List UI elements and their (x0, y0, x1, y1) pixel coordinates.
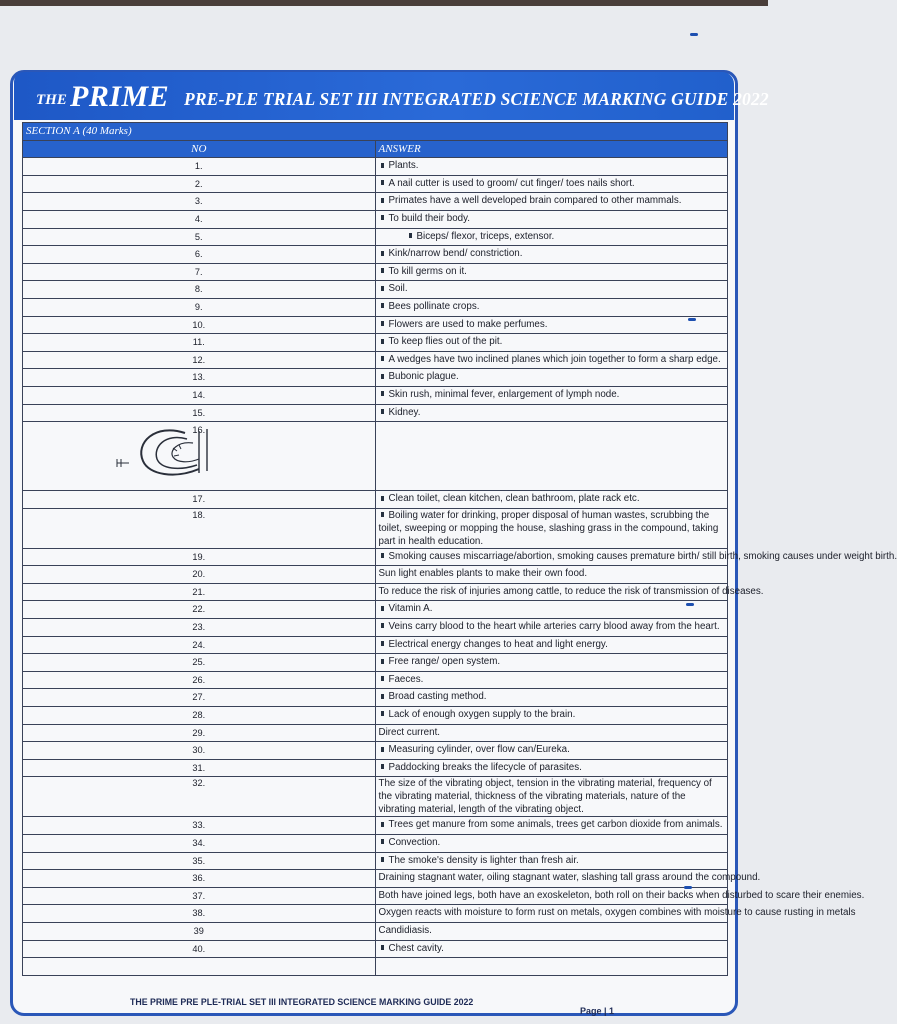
section-title: SECTION A (40 Marks) (23, 123, 728, 141)
question-number: 28. (23, 707, 376, 725)
col-no-header: NO (23, 140, 376, 158)
question-number: 38. (23, 905, 376, 923)
bullet-icon (381, 764, 384, 769)
answer-row (23, 707, 728, 725)
question-number: 13. (23, 369, 376, 387)
answer-text: Soil. (388, 283, 408, 295)
question-number: 17. (23, 491, 376, 509)
answer-row (23, 281, 728, 299)
answer-row (23, 316, 728, 334)
answer-text: Clean toilet, clean kitchen, clean bathroom, plate rack etc. (388, 493, 640, 505)
bullet-icon (381, 356, 384, 361)
answer-cell (375, 759, 728, 777)
answer-row (23, 887, 728, 905)
bullet-icon (381, 374, 384, 379)
question-number: 23. (23, 619, 376, 637)
answer-row (23, 689, 728, 707)
answer-cell (375, 940, 728, 958)
answer-text: A wedges have two inclined planes which join together to form a sharp edge. (388, 353, 721, 365)
question-number: 11. (23, 334, 376, 352)
bullet-icon (381, 659, 384, 664)
bullet-icon (381, 391, 384, 396)
answer-row (23, 654, 728, 672)
question-number: 6. (23, 246, 376, 264)
answer-cell (375, 491, 728, 509)
answer-cell (375, 548, 897, 566)
answer-cell (375, 724, 728, 742)
answer-row (23, 210, 728, 228)
blank-cell (23, 958, 376, 976)
page-number: Page | 1 (580, 1006, 615, 1016)
bullet-icon (381, 180, 384, 185)
answer-text: Smoking causes miscarriage/abortion, smoking causes premature birth/ still birth, smoking causes under weight birth. (388, 550, 897, 562)
answer-row (23, 158, 728, 176)
bullet-icon (381, 215, 384, 220)
answer-cell (375, 369, 728, 387)
answer-text: Lack of enough oxygen supply to the brain. (388, 709, 576, 721)
answer-text: A nail cutter is used to groom/ cut finger/ toes nails short. (388, 177, 635, 189)
bullet-icon (381, 676, 384, 681)
answer-row (23, 817, 728, 835)
question-number: 40. (23, 940, 376, 958)
answer-text: To kill germs on it. (388, 265, 467, 277)
question-number: 19. (23, 548, 376, 566)
answer-row (23, 619, 728, 637)
answer-text: Electrical energy changes to heat and light energy. (388, 638, 608, 650)
answer-row (23, 852, 728, 870)
answer-row (23, 671, 728, 689)
answer-row (23, 386, 728, 404)
answer-row (23, 636, 728, 654)
answer-row (23, 566, 728, 584)
question-number: 25. (23, 654, 376, 672)
question-number: 8. (23, 281, 376, 299)
answers-table (22, 122, 897, 976)
answer-cell (375, 619, 728, 637)
blank-cell (375, 958, 728, 976)
bullet-icon (381, 512, 384, 517)
banner-the: THE (36, 92, 67, 108)
bullet-icon (381, 163, 384, 168)
answer-cell (375, 777, 728, 817)
answer-cell (375, 671, 728, 689)
answer-row (23, 835, 728, 853)
answer-text: Primates have a well developed brain compared to other mammals. (388, 195, 682, 207)
answer-text: Sun light enables plants to make their own food. (378, 568, 588, 580)
bullet-icon (381, 747, 384, 752)
question-number: 3. (23, 193, 376, 211)
answer-row (23, 508, 728, 548)
ink-mark (690, 33, 698, 36)
ink-mark (684, 886, 692, 889)
answer-text: Trees get manure from some animals, trees get carbon dioxide from animals. (388, 819, 723, 831)
answer-cell (375, 905, 856, 923)
title-banner (14, 72, 769, 120)
question-number: 37. (23, 887, 376, 905)
answer-text: Both have joined legs, both have an exoskeleton, both roll on their backs when disturbed to scare their enemies. (378, 889, 865, 901)
kidney-diagram-icon (115, 425, 225, 481)
question-number: 31. (23, 759, 376, 777)
bullet-icon (381, 822, 384, 827)
answer-text: Boiling water for drinking, proper disposal of human wastes, scrubbing the toilet, sweeping or mopping the house, slashing grass in the compound, taking part in health education. (378, 509, 719, 547)
question-number: 26. (23, 671, 376, 689)
bullet-icon (381, 945, 384, 950)
question-number: 10. (23, 316, 376, 334)
answer-row (23, 742, 728, 760)
bullet-icon (409, 233, 412, 238)
bullet-icon (381, 641, 384, 646)
answer-text: The size of the vibrating object, tension in the vibrating material, frequency of the vibrating material, thickness of the vibrating materials, nature of the vibrating material, length of the vibrating object. (378, 778, 712, 816)
answer-cell (375, 508, 728, 548)
question-number: 4. (23, 210, 376, 228)
answer-text: To keep flies out of the pit. (388, 336, 503, 348)
answer-cell (375, 422, 728, 491)
banner-prime: PRIME (70, 80, 170, 113)
bullet-icon (381, 839, 384, 844)
answer-cell (375, 316, 728, 334)
bullet-icon (381, 623, 384, 628)
bullet-icon (381, 268, 384, 273)
answer-cell (375, 175, 728, 193)
answer-text: Bubonic plague. (388, 371, 459, 383)
answer-text: Draining stagnant water, oiling stagnant water, slashing tall grass around the compound. (378, 872, 761, 884)
answer-cell (375, 870, 761, 888)
answer-row (23, 759, 728, 777)
answer-row (23, 298, 728, 316)
question-number: 32. (23, 777, 376, 817)
question-number: 20. (23, 566, 376, 584)
answer-cell (375, 689, 728, 707)
answer-row (23, 940, 728, 958)
answer-text: Vitamin A. (388, 603, 433, 615)
answer-row (23, 922, 728, 940)
answer-cell (375, 193, 728, 211)
answer-cell (375, 334, 728, 352)
answer-cell (375, 298, 728, 316)
bullet-icon (381, 198, 384, 203)
answer-text: Bees pollinate crops. (388, 300, 480, 312)
question-number: 2. (23, 175, 376, 193)
ink-mark (686, 603, 694, 606)
question-number: 29. (23, 724, 376, 742)
answer-cell (375, 158, 728, 176)
answer-row (23, 491, 728, 509)
answer-cell (375, 742, 728, 760)
answer-cell (375, 583, 764, 601)
section-row (23, 123, 728, 141)
question-number: 33. (23, 817, 376, 835)
answer-cell (375, 707, 728, 725)
answer-text: Candidiasis. (378, 924, 432, 936)
answer-cell (375, 852, 728, 870)
answer-row (23, 548, 728, 566)
answer-cell (375, 601, 728, 619)
question-number: 1. (23, 158, 376, 176)
answer-text: Free range/ open system. (388, 656, 501, 668)
answer-cell (375, 654, 728, 672)
question-number: 21. (23, 583, 376, 601)
bullet-icon (381, 496, 384, 501)
question-number: 35. (23, 852, 376, 870)
answer-row (23, 193, 728, 211)
question-number: 15. (23, 404, 376, 422)
answer-text: The smoke's density is lighter than fresh air. (388, 854, 579, 866)
answer-row (23, 351, 728, 369)
question-number: 30. (23, 742, 376, 760)
answer-cell (375, 351, 728, 369)
answer-row (23, 263, 728, 281)
answer-cell (375, 263, 728, 281)
bullet-icon (381, 694, 384, 699)
answer-row (23, 601, 728, 619)
ink-mark (688, 318, 696, 321)
bullet-icon (381, 251, 384, 256)
answer-row (23, 369, 728, 387)
answer-cell (375, 835, 728, 853)
answer-text: Veins carry blood to the heart while arteries carry blood away from the heart. (388, 621, 720, 633)
question-number: 18. (23, 508, 376, 548)
question-number: 24. (23, 636, 376, 654)
footer-title: THE PRIME PRE PLE-TRIAL SET III INTEGRATED SCIENCE MARKING GUIDE 2022 (130, 997, 474, 1007)
answer-text: Convection. (388, 837, 441, 848)
answer-text: To reduce the risk of injuries among cattle, to reduce the risk of transmission of diseases. (378, 585, 764, 597)
banner-title: PRE-PLE TRIAL SET III INTEGRATED SCIENCE MARKING GUIDE 2022 (184, 89, 769, 109)
answer-row (23, 724, 728, 742)
answer-text: To build their body. (388, 212, 471, 224)
question-number: 34. (23, 835, 376, 853)
answer-cell (375, 386, 728, 404)
answer-cell (375, 246, 728, 264)
question-number: 9. (23, 298, 376, 316)
bullet-icon (381, 303, 384, 308)
blank-row (23, 958, 728, 976)
bullet-icon (381, 409, 384, 414)
question-number: 36. (23, 870, 376, 888)
bullet-icon (381, 321, 384, 326)
answer-text: Chest cavity. (388, 942, 444, 954)
answer-text: Paddocking breaks the lifecycle of parasites. (388, 761, 582, 773)
question-number: 7. (23, 263, 376, 281)
question-number: 27. (23, 689, 376, 707)
bullet-icon (381, 339, 384, 344)
answer-text: Biceps/ flexor, triceps, extensor. (416, 230, 555, 242)
question-number: 5. (23, 228, 376, 246)
answer-text: Direct current. (378, 726, 441, 738)
question-number: 39 (23, 922, 376, 940)
question-number: 22. (23, 601, 376, 619)
answer-row (23, 870, 728, 888)
answer-cell (375, 636, 728, 654)
answer-cell (375, 566, 728, 584)
bullet-icon (381, 553, 384, 558)
answer-row (23, 246, 728, 264)
bullet-icon (381, 606, 384, 611)
answer-text: Faeces. (388, 673, 424, 685)
answer-cell (375, 887, 865, 905)
answer-cell (375, 281, 728, 299)
question-number: 12. (23, 351, 376, 369)
answer-row (23, 175, 728, 193)
answer-row (23, 228, 728, 246)
header-row (23, 140, 728, 158)
answer-text: Plants. (388, 160, 419, 172)
answer-row (23, 334, 728, 352)
answer-row (23, 404, 728, 422)
question-number: 16. (23, 422, 376, 491)
answer-row (23, 777, 728, 817)
answer-cell (375, 817, 728, 835)
answer-text: Broad casting method. (388, 691, 487, 703)
answer-text: Measuring cylinder, over flow can/Eureka. (388, 744, 570, 756)
col-answer-header: ANSWER (375, 140, 728, 158)
answer-cell (375, 210, 728, 228)
answer-text: Kink/narrow bend/ constriction. (388, 248, 523, 260)
answer-row (23, 583, 728, 601)
answer-cell (375, 228, 728, 246)
top-edge-strip (0, 0, 768, 6)
answer-cell (375, 404, 728, 422)
answer-text: Oxygen reacts with moisture to form rust on metals, oxygen combines with moisture to cause rusting in metals (378, 907, 856, 919)
answer-text: Flowers are used to make perfumes. (388, 318, 548, 330)
answer-cell (375, 922, 728, 940)
bullet-icon (381, 286, 384, 291)
bullet-icon (381, 857, 384, 862)
answer-row (23, 905, 728, 923)
answer-text: Skin rush, minimal fever, enlargement of lymph node. (388, 388, 620, 400)
question-number: 14. (23, 386, 376, 404)
bullet-icon (381, 711, 384, 716)
answer-text: Kidney. (388, 406, 421, 418)
